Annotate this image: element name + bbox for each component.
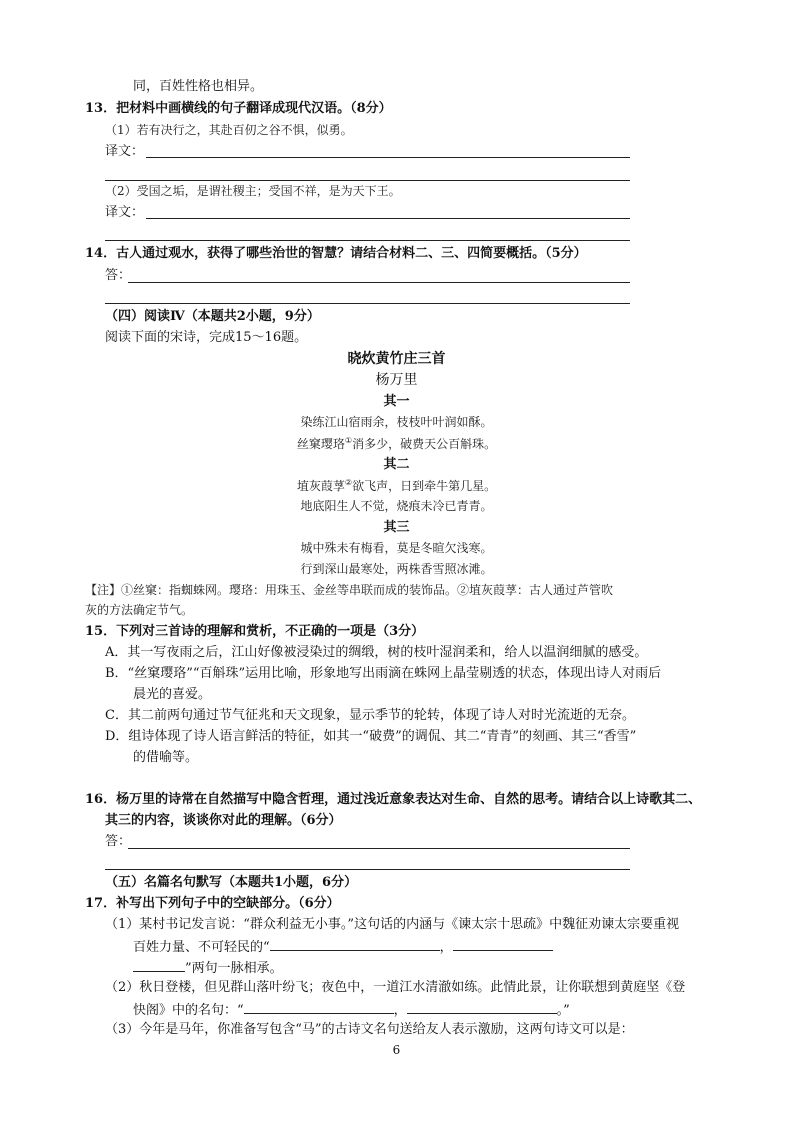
- q16-answer-line-2[interactable]: [105, 869, 630, 870]
- q15-title: 15．下列对三首诗的理解和赏析，不正确的一项是（3分）: [85, 624, 425, 639]
- q14-answer-line-2[interactable]: [105, 303, 630, 304]
- footnote-1-marker: ①: [344, 436, 353, 445]
- q16-title-line-2: 其三的内容，谈谈你对此的理解。（6分）: [105, 813, 342, 828]
- q15-option-c[interactable]: C．其二前两句通过节气征兆和天文现象，显示季节的轮转，体现了诗人对时光流逝的无奈。: [105, 708, 635, 723]
- poem-author: 杨万里: [375, 372, 418, 388]
- section4-header: （四）阅读Ⅳ（本题共2小题，9分）: [105, 309, 320, 324]
- q17-item-1-line-2: 百姓力量、不可轻民的“ ，: [133, 938, 553, 956]
- q13-answer-line-1a[interactable]: [146, 157, 630, 158]
- poem1-heading: 其一: [383, 394, 410, 409]
- q13-translation-label-1: 译文：: [105, 144, 145, 159]
- poem2-line-2: 地底阳生人不觉，烧痕未冷已青青。: [300, 499, 493, 513]
- q17-blank-2-cont[interactable]: [133, 959, 185, 972]
- q13-answer-line-2a[interactable]: [146, 218, 630, 219]
- q17-item-1-line-3: ”两句一脉相承。: [133, 959, 283, 977]
- poem2-line-1: 埴灰葭莩②欲飞声，日到牵牛第几星。: [296, 478, 497, 493]
- section5-header: （五）名篇名句默写（本题共1小题，6分）: [105, 875, 358, 890]
- q17-blank-4[interactable]: [407, 1001, 557, 1014]
- page-number: 6: [392, 1043, 401, 1057]
- q17-blank-3[interactable]: [244, 1001, 394, 1014]
- footnote-2-marker: ②: [344, 478, 353, 487]
- q12-tail-text: 同，百姓性格也相异。: [133, 79, 264, 94]
- poem3-heading: 其三: [383, 520, 410, 535]
- q16-answer-label: 答：: [105, 834, 132, 849]
- poem3-line-2: 行到深山最寒处，两株香雪照冰滩。: [300, 562, 493, 576]
- poem-note-line-1: 【注】①丝窠：指蜘蛛网。璎珞：用珠玉、金丝等串联而成的装饰品。②埴灰葭莩：古人通过芦管吹: [85, 583, 614, 597]
- q13-answer-line-1b[interactable]: [105, 180, 630, 181]
- poem1-line-2: 丝窠璎珞①消多少，破费天公百斛珠。: [296, 436, 497, 451]
- poem1-line-1: 染练江山宿雨余，枝枝叶叶润如酥。: [300, 415, 493, 429]
- q13-title: 13．把材料中画横线的句子翻译成现代汉语。（8分）: [85, 101, 392, 116]
- q15-option-d[interactable]: D．组诗体现了诗人语言鲜活的特征，如其一“破费”的调侃、其二“青青”的刻画、其三“香雪”: [105, 729, 637, 744]
- q14-answer-line-1[interactable]: [128, 282, 630, 283]
- poem2-heading: 其二: [383, 457, 410, 472]
- q16-answer-line-1[interactable]: [128, 848, 630, 849]
- q17-blank-1[interactable]: [270, 938, 440, 951]
- section4-intro: 阅读下面的宋诗，完成15～16题。: [105, 330, 308, 345]
- q15-option-a[interactable]: A．其一写夜雨之后，江山好像被浸染过的绸缎，树的枝叶湿润柔和，给人以温润细腻的感受。: [105, 645, 648, 660]
- q15-option-d-cont: 的借喻等。: [133, 750, 199, 765]
- q16-title-line-1: 16．杨万里的诗常在自然描写中隐含哲理，通过浅近意象表达对生命、自然的思考。请结合以上诗歌其二、: [85, 792, 702, 807]
- q14-title: 14．古人通过观水，获得了哪些治世的智慧？请结合材料二、三、四简要概括。（5分）: [85, 246, 587, 261]
- q17-item-2-line-1: （2）秋日登楼，但见群山落叶纷飞；夜色中，一道江水清澈如练。此情此景，让你联想到黄庭坚《登: [105, 980, 686, 995]
- q13-sentence-2: （2）受国之垢，是谓社稷主；受国不祥，是为天下王。: [105, 184, 401, 198]
- q13-translation-label-2: 译文：: [105, 205, 145, 220]
- q14-answer-label: 答：: [105, 268, 132, 283]
- q17-item-3-line-1: （3）今年是马年，你准备写包含“马”的古诗文名句送给友人表示激励，这两句诗文可以是：: [105, 1022, 634, 1037]
- poem-note-line-2: 灰的方法确定节气。: [85, 603, 194, 617]
- q17-item-1-line-1: （1）某村书记发言说：“群众利益无小事。”这句话的内涵与《谏太宗十思疏》中魏征劝谏太宗要重视: [105, 917, 680, 932]
- q15-option-b[interactable]: B．“丝窠璎珞”“百斛珠”运用比喻，形象地写出雨滴在蛛网上晶莹剔透的状态，体现出诗人对雨后: [105, 666, 662, 681]
- q17-blank-2[interactable]: [453, 938, 553, 951]
- q13-sentence-1: （1）若有决行之，其赴百仞之谷不惧，似勇。: [105, 123, 353, 137]
- q13-answer-line-2b[interactable]: [105, 240, 630, 241]
- poem3-line-1: 城中殊未有梅看，莫是冬暄欠浅寒。: [300, 541, 493, 555]
- q17-title: 17．补写出下列句子中的空缺部分。（6分）: [85, 896, 340, 911]
- q17-item-2-line-2: 快阁》中的名句：“ ， 。”: [133, 1003, 570, 1018]
- q15-option-b-cont: 晨光的喜爱。: [133, 687, 212, 702]
- poem-title: 晓炊黄竹庄三首: [347, 351, 446, 367]
